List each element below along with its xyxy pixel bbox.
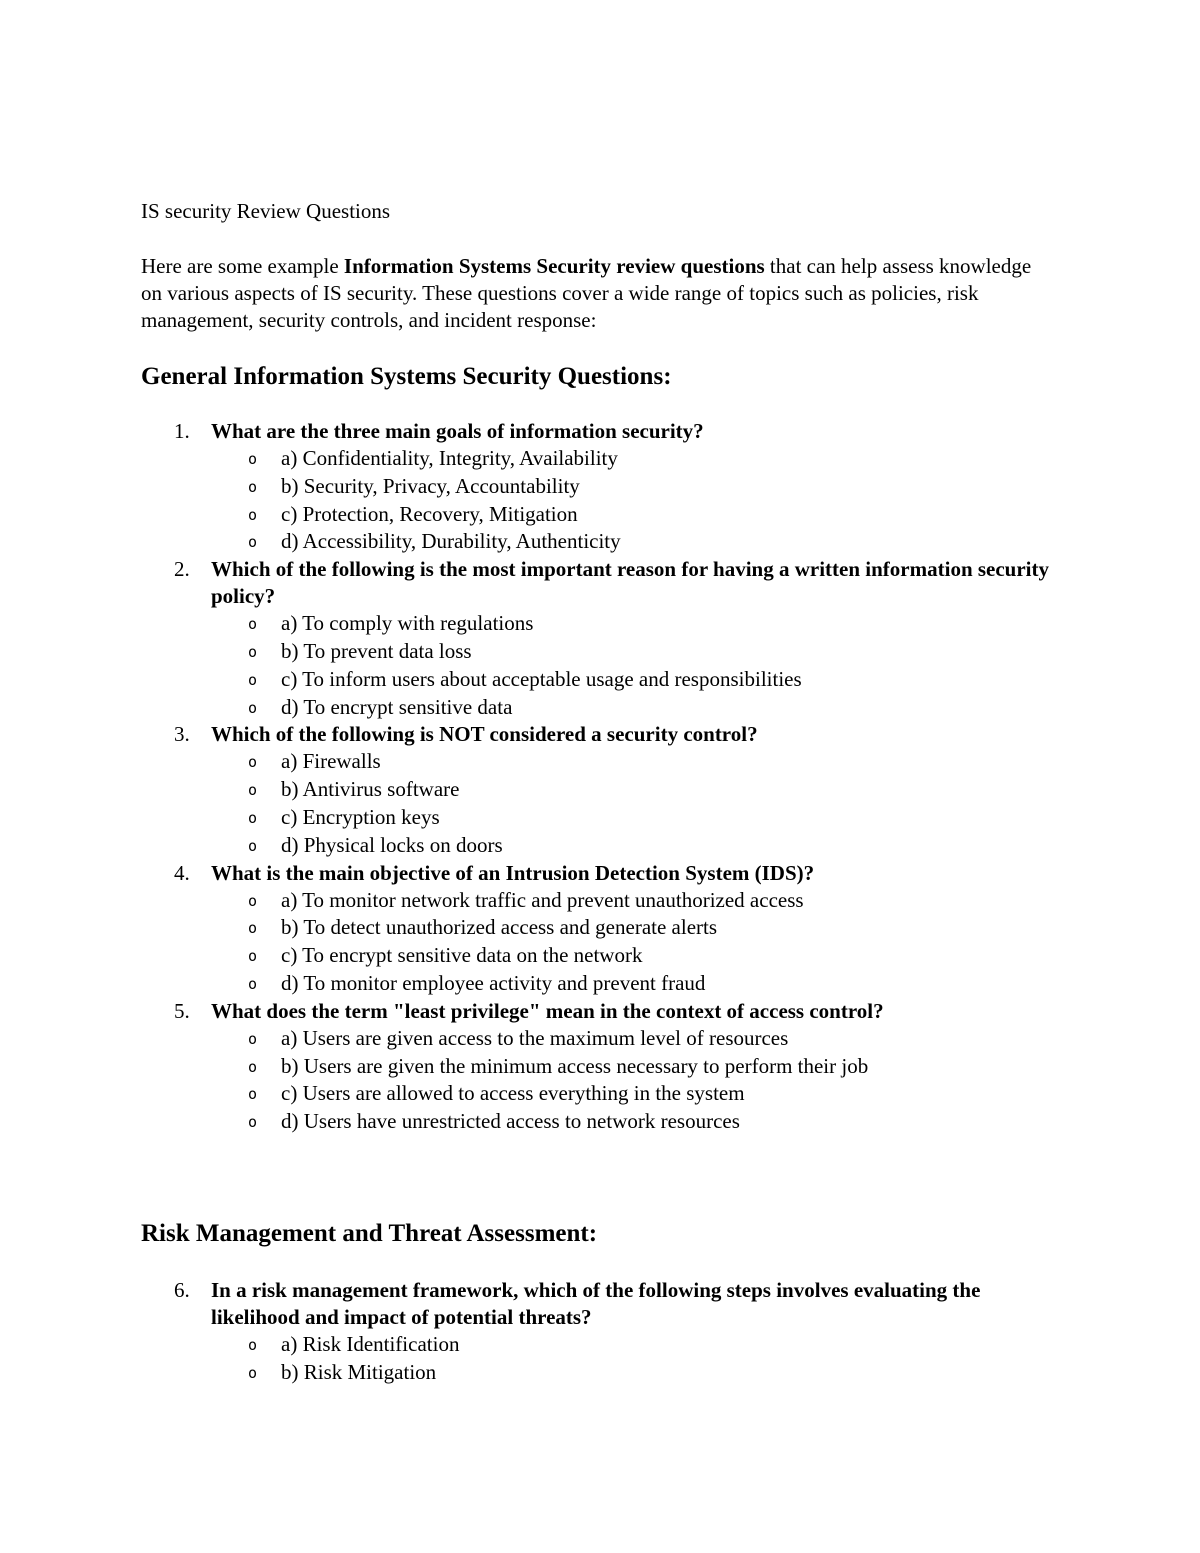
answer-option (211, 610, 1051, 638)
answer-option (211, 804, 1051, 832)
question-list-general (141, 418, 1051, 1136)
bullet-icon: o (248, 947, 258, 966)
answer-options (211, 887, 1051, 998)
answer-option (211, 528, 1051, 556)
answer-option-text: c) To inform users about acceptable usage and responsibilities (281, 666, 802, 691)
question-number: 1. (174, 419, 190, 443)
answer-option (211, 970, 1051, 998)
bullet-icon: o (248, 615, 258, 634)
answer-option-text: c) Protection, Recovery, Mitigation (281, 501, 578, 526)
bullet-icon: o (248, 1363, 258, 1382)
answer-options (211, 1025, 1051, 1136)
answer-option-text: d) To monitor employee activity and prevent fraud (281, 970, 706, 995)
answer-option-text: d) Users have unrestricted access to network resources (281, 1109, 740, 1134)
question-item (141, 721, 1051, 859)
intro-paragraph (141, 253, 1051, 334)
question-item (141, 860, 1051, 998)
question-item (141, 556, 1051, 721)
bullet-icon: o (248, 505, 258, 524)
answer-option (211, 832, 1051, 860)
question-number: 6. (174, 1278, 190, 1302)
bullet-icon: o (248, 642, 258, 661)
answer-option (211, 473, 1051, 501)
bullet-icon: o (248, 533, 258, 552)
answer-option (211, 1108, 1051, 1136)
answer-option-text: c) To encrypt sensitive data on the network (281, 943, 643, 968)
answer-option-text: d) Physical locks on doors (281, 832, 503, 857)
answer-option-text: a) Risk Identification (281, 1332, 460, 1356)
question-item (141, 1277, 1051, 1387)
bullet-icon: o (248, 808, 258, 827)
question-number: 4. (174, 860, 190, 885)
answer-option (211, 1025, 1051, 1053)
question-item (141, 998, 1051, 1136)
bullet-icon: o (248, 698, 258, 717)
bullet-icon: o (248, 1057, 258, 1076)
bullet-icon: o (248, 974, 258, 993)
question-text: In a risk management framework, which of the following steps involves evaluating the likelihood and impact of potential threats? (211, 1278, 981, 1329)
document-title: IS security Review Questions (141, 199, 391, 223)
answer-options (211, 748, 1051, 859)
answer-option-text: b) Risk Mitigation (281, 1359, 437, 1384)
bullet-icon: o (248, 1085, 258, 1104)
question-number: 5. (174, 998, 190, 1023)
answer-option-text: a) To monitor network traffic and prevent unauthorized access (281, 887, 804, 912)
bullet-icon: o (248, 919, 258, 938)
answer-option-text: a) Confidentiality, Integrity, Availability (281, 446, 618, 470)
answer-option (211, 501, 1051, 529)
answer-option (211, 942, 1051, 970)
answer-option-text: b) Users are given the minimum access necessary to perform their job (281, 1053, 869, 1078)
answer-option (211, 666, 1051, 694)
bullet-icon: o (248, 670, 258, 689)
intro-text-end: that can help assess knowledge on various aspects of IS security. These questions cover a wide range of topics such as policies, risk management, security controls, and incident response: (141, 254, 1032, 332)
answer-option (211, 1080, 1051, 1108)
bullet-icon: o (248, 1029, 258, 1048)
question-text: What is the main objective of an Intrusion Detection System (IDS)? (211, 860, 815, 885)
bullet-icon: o (248, 836, 258, 855)
answer-option (211, 1331, 1051, 1359)
question-number: 3. (174, 722, 190, 747)
answer-options (211, 610, 1051, 721)
answer-option (211, 1359, 1051, 1387)
section-heading-general: General Information Systems Security Questions: (141, 363, 672, 390)
answer-option (211, 748, 1051, 776)
answer-option (211, 638, 1051, 666)
answer-option-text: b) To detect unauthorized access and generate alerts (281, 915, 718, 940)
answer-option (211, 776, 1051, 804)
intro-emphasis: Information Systems Security review questions (343, 254, 765, 278)
answer-option (211, 445, 1051, 473)
question-text: Which of the following is the most important reason for having a written information security policy? (211, 557, 1050, 609)
bullet-icon: o (248, 891, 258, 910)
answer-option-text: b) To prevent data loss (281, 638, 472, 663)
answer-option-text: d) Accessibility, Durability, Authenticity (281, 529, 621, 554)
intro-text-start: Here are some example (141, 254, 344, 278)
answer-option-text: a) Users are given access to the maximum level of resources (281, 1025, 789, 1050)
bullet-icon: o (248, 753, 258, 772)
answer-option-text: a) Firewalls (281, 749, 381, 774)
question-text: Which of the following is NOT considered a security control? (211, 722, 758, 747)
answer-option-text: c) Encryption keys (281, 804, 440, 829)
question-number: 2. (174, 557, 190, 582)
answer-option-text: b) Security, Privacy, Accountability (281, 473, 580, 498)
bullet-icon: o (248, 1336, 258, 1354)
bullet-icon: o (248, 450, 258, 468)
answer-option-text: a) To comply with regulations (281, 611, 534, 636)
answer-option (211, 887, 1051, 915)
question-item (141, 418, 1051, 556)
bullet-icon: o (248, 477, 258, 496)
answer-option-text: d) To encrypt sensitive data (281, 694, 513, 719)
answer-option-text: c) Users are allowed to access everything in the system (281, 1081, 745, 1106)
bullet-icon: o (248, 781, 258, 800)
answer-options (211, 1331, 1051, 1387)
answer-option (211, 914, 1051, 942)
bullet-icon: o (248, 1113, 258, 1132)
question-text: What are the three main goals of information security? (211, 419, 704, 443)
answer-option (211, 1053, 1051, 1081)
answer-option-text: b) Antivirus software (281, 777, 460, 802)
section-heading-risk: Risk Management and Threat Assessment: (141, 1220, 598, 1247)
answer-options (211, 445, 1051, 556)
answer-option (211, 694, 1051, 722)
question-text: What does the term "least privilege" mean in the context of access control? (211, 998, 884, 1023)
question-list-risk (141, 1277, 1051, 1387)
